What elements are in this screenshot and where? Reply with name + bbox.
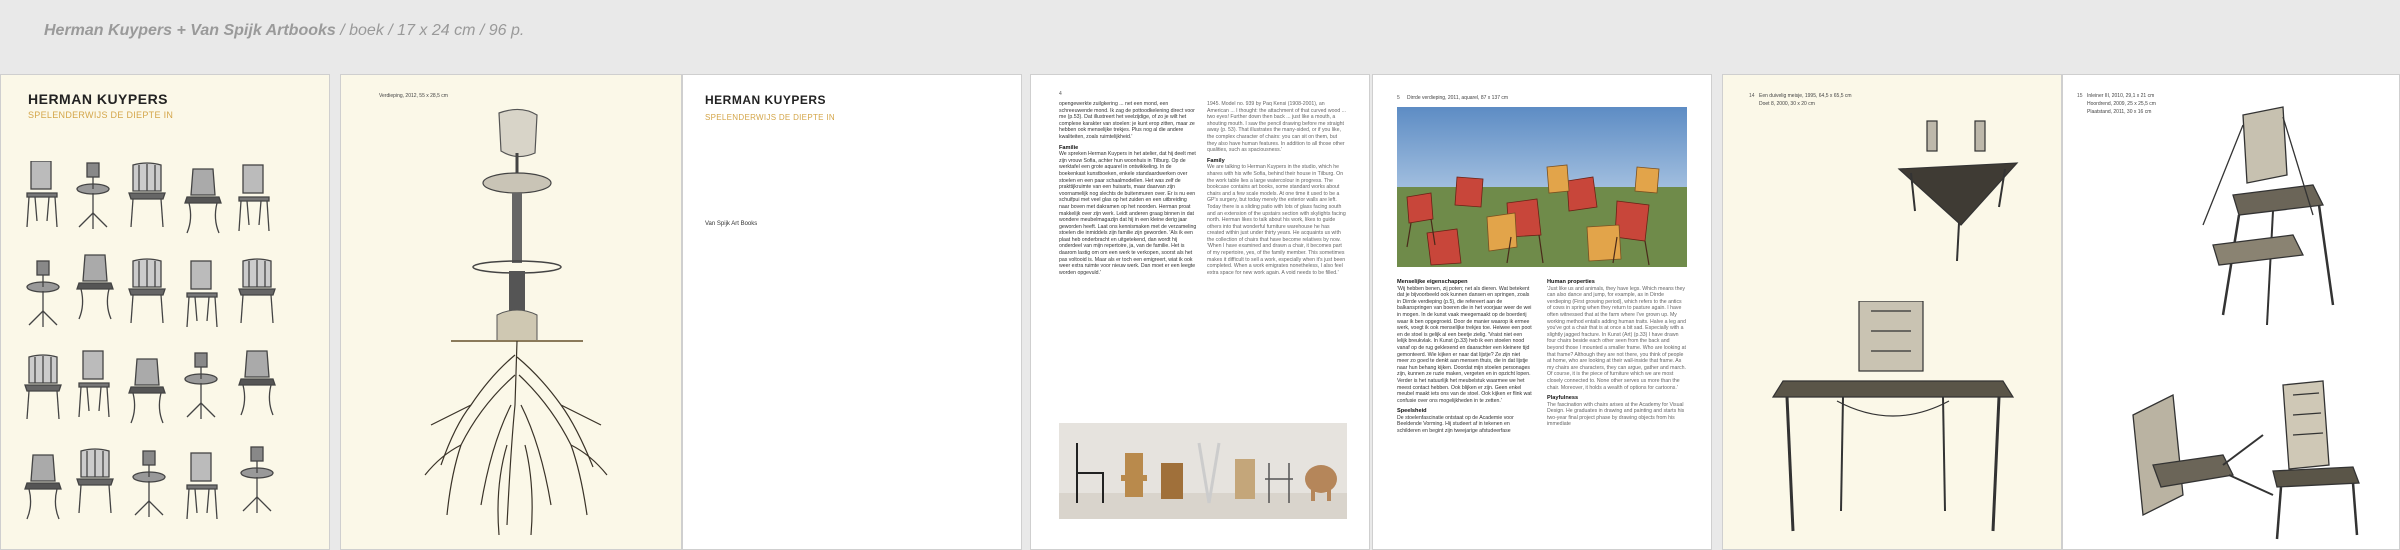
artwork-caption-2: Doet 8, 2000, 30 x 20 cm: [1759, 101, 1815, 107]
english-paragraph-2: We are talking to Herman Kuypers in the studio, which he shares with his wife Sofia, behind their house in Tilburg. On the work table lies a large watercolour in progress. The bookcase contains art books, some standard works about chairs and a few scale models. At one time it used to be a GP's surgery, but today merely the exterior walls are left. Today there is a sliding patio with lots of glass facing south and an extension of the upstairs section with skylights facing north. Herman likes to talk about his work, likes to guide others into that wonderful furniture warehouse he has created within just under thirty years. He acquaints us with the collection of chairs that have become relatives by now. 'When I have examined and drawn a chair, it becomes part of my repertoire, yes, of the family member. This sometimes makes it difficult to sell a work, especially when it's just been completed. When a work emigrates nonetheless, I also feel extra space for new work again. A void needs to be filled.': [1207, 164, 1346, 276]
cover-page: [0, 74, 330, 550]
page-number: 4: [1059, 91, 1062, 97]
english-column: [1547, 275, 1687, 428]
artwork-caption-2: Hoordrend, 2009, 25 x 25,5 cm: [2087, 101, 2156, 107]
title-page-heading: HERMAN KUYPERS: [705, 93, 827, 107]
cover-title: HERMAN KUYPERS: [28, 91, 169, 107]
artwork-caption-1: Inleiner III, 2010, 29,1 x 21 cm: [2087, 93, 2155, 99]
dutch-paragraph-2: We spreken Herman Kuypers in het atelier, dat hij deelt met zijn vrouw Sofia, achter hun woonhuis in Tilburg. Op de werktafel een grote aquarel in ontwikkeling. In de boekenkast kunstboeken, enkele standaardwerken over stoelen en een paar schaalmodellen. Het was zelf de prakttijkruimte van een huisarts, maar daarvan zijn voornamelijk nog slechts de buitenmuren over. Er is nu een schuifpui met veel glas op het zuiden en een uitbreiding naar boven met dakramen op het noorden. Herman proat makkelijk over zijn werk. Leidt anderen graag binnen in dat wondere meubelmagazijn dat hij in een kleine derig jaar geworden heeft. Laat ons kennismaken met de verzameling stoelen die inmiddels zijn familie zijn geworden. 'Als ik een plaat heb onderbracht en uitgetekend, dan wordt hij onderdeel van mijn repertoire, ja, van de familie. Het is daarom lastig om om een werk te verkopen, soorst als het pas voltooid is. Maar als er toch een emigreert, wiat ik ook weer extra ruimte voor nieuw werk. Dan moet er een leegte worden opgevuld.': [1059, 151, 1197, 276]
page-number: 5: [1397, 95, 1400, 101]
dutch-paragraph-play: De stoelenfascinatie ontstaat op de Academie voor Beeldende Vorming. Hij studeert af in tekenen en schilderen en begint zijn tweejarige afstudeerfase: [1397, 414, 1514, 435]
text-page-human-properties: [1372, 74, 1712, 550]
painting-caption: Dirrde verdieping, 2011, aquarel, 87 x 137 cm: [1407, 95, 1509, 101]
portfolio-header: [44, 22, 524, 40]
fallen-chairs-drawing: [2113, 375, 2373, 545]
page-number: 15: [2077, 93, 2083, 99]
chair-table-drawing: [1763, 301, 2023, 541]
header-title: Herman Kuypers + Van Spijk Artbooks: [44, 22, 336, 39]
header-details: / boek / 17 x 24 cm / 96 p.: [335, 22, 525, 39]
title-page: [682, 74, 1022, 550]
english-heading-family: Family: [1207, 157, 1225, 164]
title-page-subtitle: SPELENDERWIJS DE DIEPTE IN: [705, 113, 835, 122]
artwork-caption-3: Plaatstand, 2011, 30 x 16 cm: [2087, 109, 2152, 115]
dutch-paragraph-1: opengewerkte zuilgkering ... net een mond, een schreeuwende mond. Ik zag de pottoodkelening direct voor me (p.53). Dat illustreert het veelzijdige, of zo je wilt het complexe karakter van stoelen: je kunt erop zitten, maar ze hebben ook menselijke trekjes. Plus nog al die andere kwaliteiten, zoals ruimtelijkheid.': [1059, 101, 1195, 140]
dancing-chairs-painting: [1397, 107, 1687, 267]
dutch-heading-family: Familie: [1059, 144, 1079, 151]
dutch-heading-human: Menselijke eigenschappen: [1397, 279, 1468, 285]
artwork-caption-1: Een duivelig meisje, 1995, 64,5 x 65,5 cm: [1759, 93, 1852, 99]
stacked-chairs-page: [2062, 74, 2400, 550]
dutch-paragraph-human: 'Wij hebben benen, zij poten; net als dieren. Wat betekent dat je bijvoorbeeld ook kunnen dansen en springen, zoals in Dirrde verdieping (p.5), die refereert aan de balkanspringen van boeren die in het voorjaar weer de wei in mogen. In de kunst vaak meegemaakt op de boerderij waar ik ben opgegroeid. Door de manier waarop ik ermee werk, voegt ik ook menselijke trekjes toe. Heiwee een poot en de stoel is gelijk al een beetje zielig. 'Vraist niet een lelijk breukvlak. In Kunst (p.33) heb ik een stoelen nood vanaf op de rug geklexend en daarachter een kleinere tijd gemonteerd. Wie kijken er naar dat lijstje? Ze zijn niet meer zo goed te denkt aan mensen thuis, die in dat lijstje naar hun behang kijken. Doordat mijn stoelen personages zijn, kunnen ze ruzie maken, vergeten en in opzicht lopen. Verder is het natuurlijk het meubelstuk waarmee we het meest contact hebben. Ook blijken er zijn. Geen enkel meubel maakt iets ons van de stoel. Ook kijken er flink wat confusie over ons mogelijkheden in te zetten.': [1397, 285, 1532, 404]
rooted-chair-page: [340, 74, 682, 550]
dutch-heading-play: Speelsheid: [1397, 408, 1427, 415]
english-heading-play: Playfulness: [1547, 395, 1579, 402]
rooted-chair-illustration: [411, 105, 621, 545]
cover-subtitle: SPELENDERWIJS DE DIEPTE IN: [28, 110, 174, 120]
page-number: 14: [1749, 93, 1755, 99]
english-paragraph-human: 'Just like us and animals, they have legs. Which means they can also dance and jump, for example, as in Dirrde verdieping (First growing period), which refers to the antics of cows in spring when they return to pasture again. I have often witnessed that at the farm where I've grown up. My working method entails adding human traits. Halve a leg and you've got a chair that is at once a bit sad. Especially with a slightly jagged fracture. In Kunst (Art) (p.33) I have drawn four chairs beside each other seen from the back and beyond those I mounted a smaller frame. Who are looking at that frame? Although they are not there, you think of people at home, who are looking at their wall-inside that frame. As my chairs are characters, they can argue, gather and march. Of course, it is the piece of furniture which we are most closely connected to. None other serves us more than the chair. Moreover, it holds a wealth of options for cartoons.': [1547, 285, 1686, 391]
publisher-name: Van Spijk Art Books: [705, 221, 758, 227]
english-column: [1207, 101, 1347, 276]
dutch-column: [1397, 275, 1533, 435]
chair-models-photo: [1059, 423, 1347, 519]
artwork-caption: Verdieping, 2012, 55 x 28,5 cm: [379, 93, 448, 99]
english-paragraph-play: The fascination with chairs arises at the Academy for Visual Design. He graduates in drawing and painting and starts his two-year final project phase by drawing objects from his immediate: [1547, 401, 1685, 428]
text-page-family: [1030, 74, 1370, 550]
english-paragraph-1: 1945. Model no. 939 by Paq Kensi (1908-2001), an American ... I thought: the attachment of that curved wood ... two eyes! Further down then back ... just like a mouth, a shouting mouth. I saw the pencil drawing before me straight away (p. 53). That illustrates the many-sided, or if you like, the complex character of chairs: you can sit on them, but they also have human features. In addition to all those other qualities, such as spaciousness.': [1207, 101, 1346, 154]
triangle-table-drawing: [1893, 115, 2023, 265]
chair-collection-illustration: [23, 161, 313, 541]
dutch-column: [1059, 101, 1197, 276]
stacked-chairs-drawing: [2183, 105, 2363, 335]
table-drawings-page: [1722, 74, 2062, 550]
english-heading-human: Human properties: [1547, 279, 1595, 285]
